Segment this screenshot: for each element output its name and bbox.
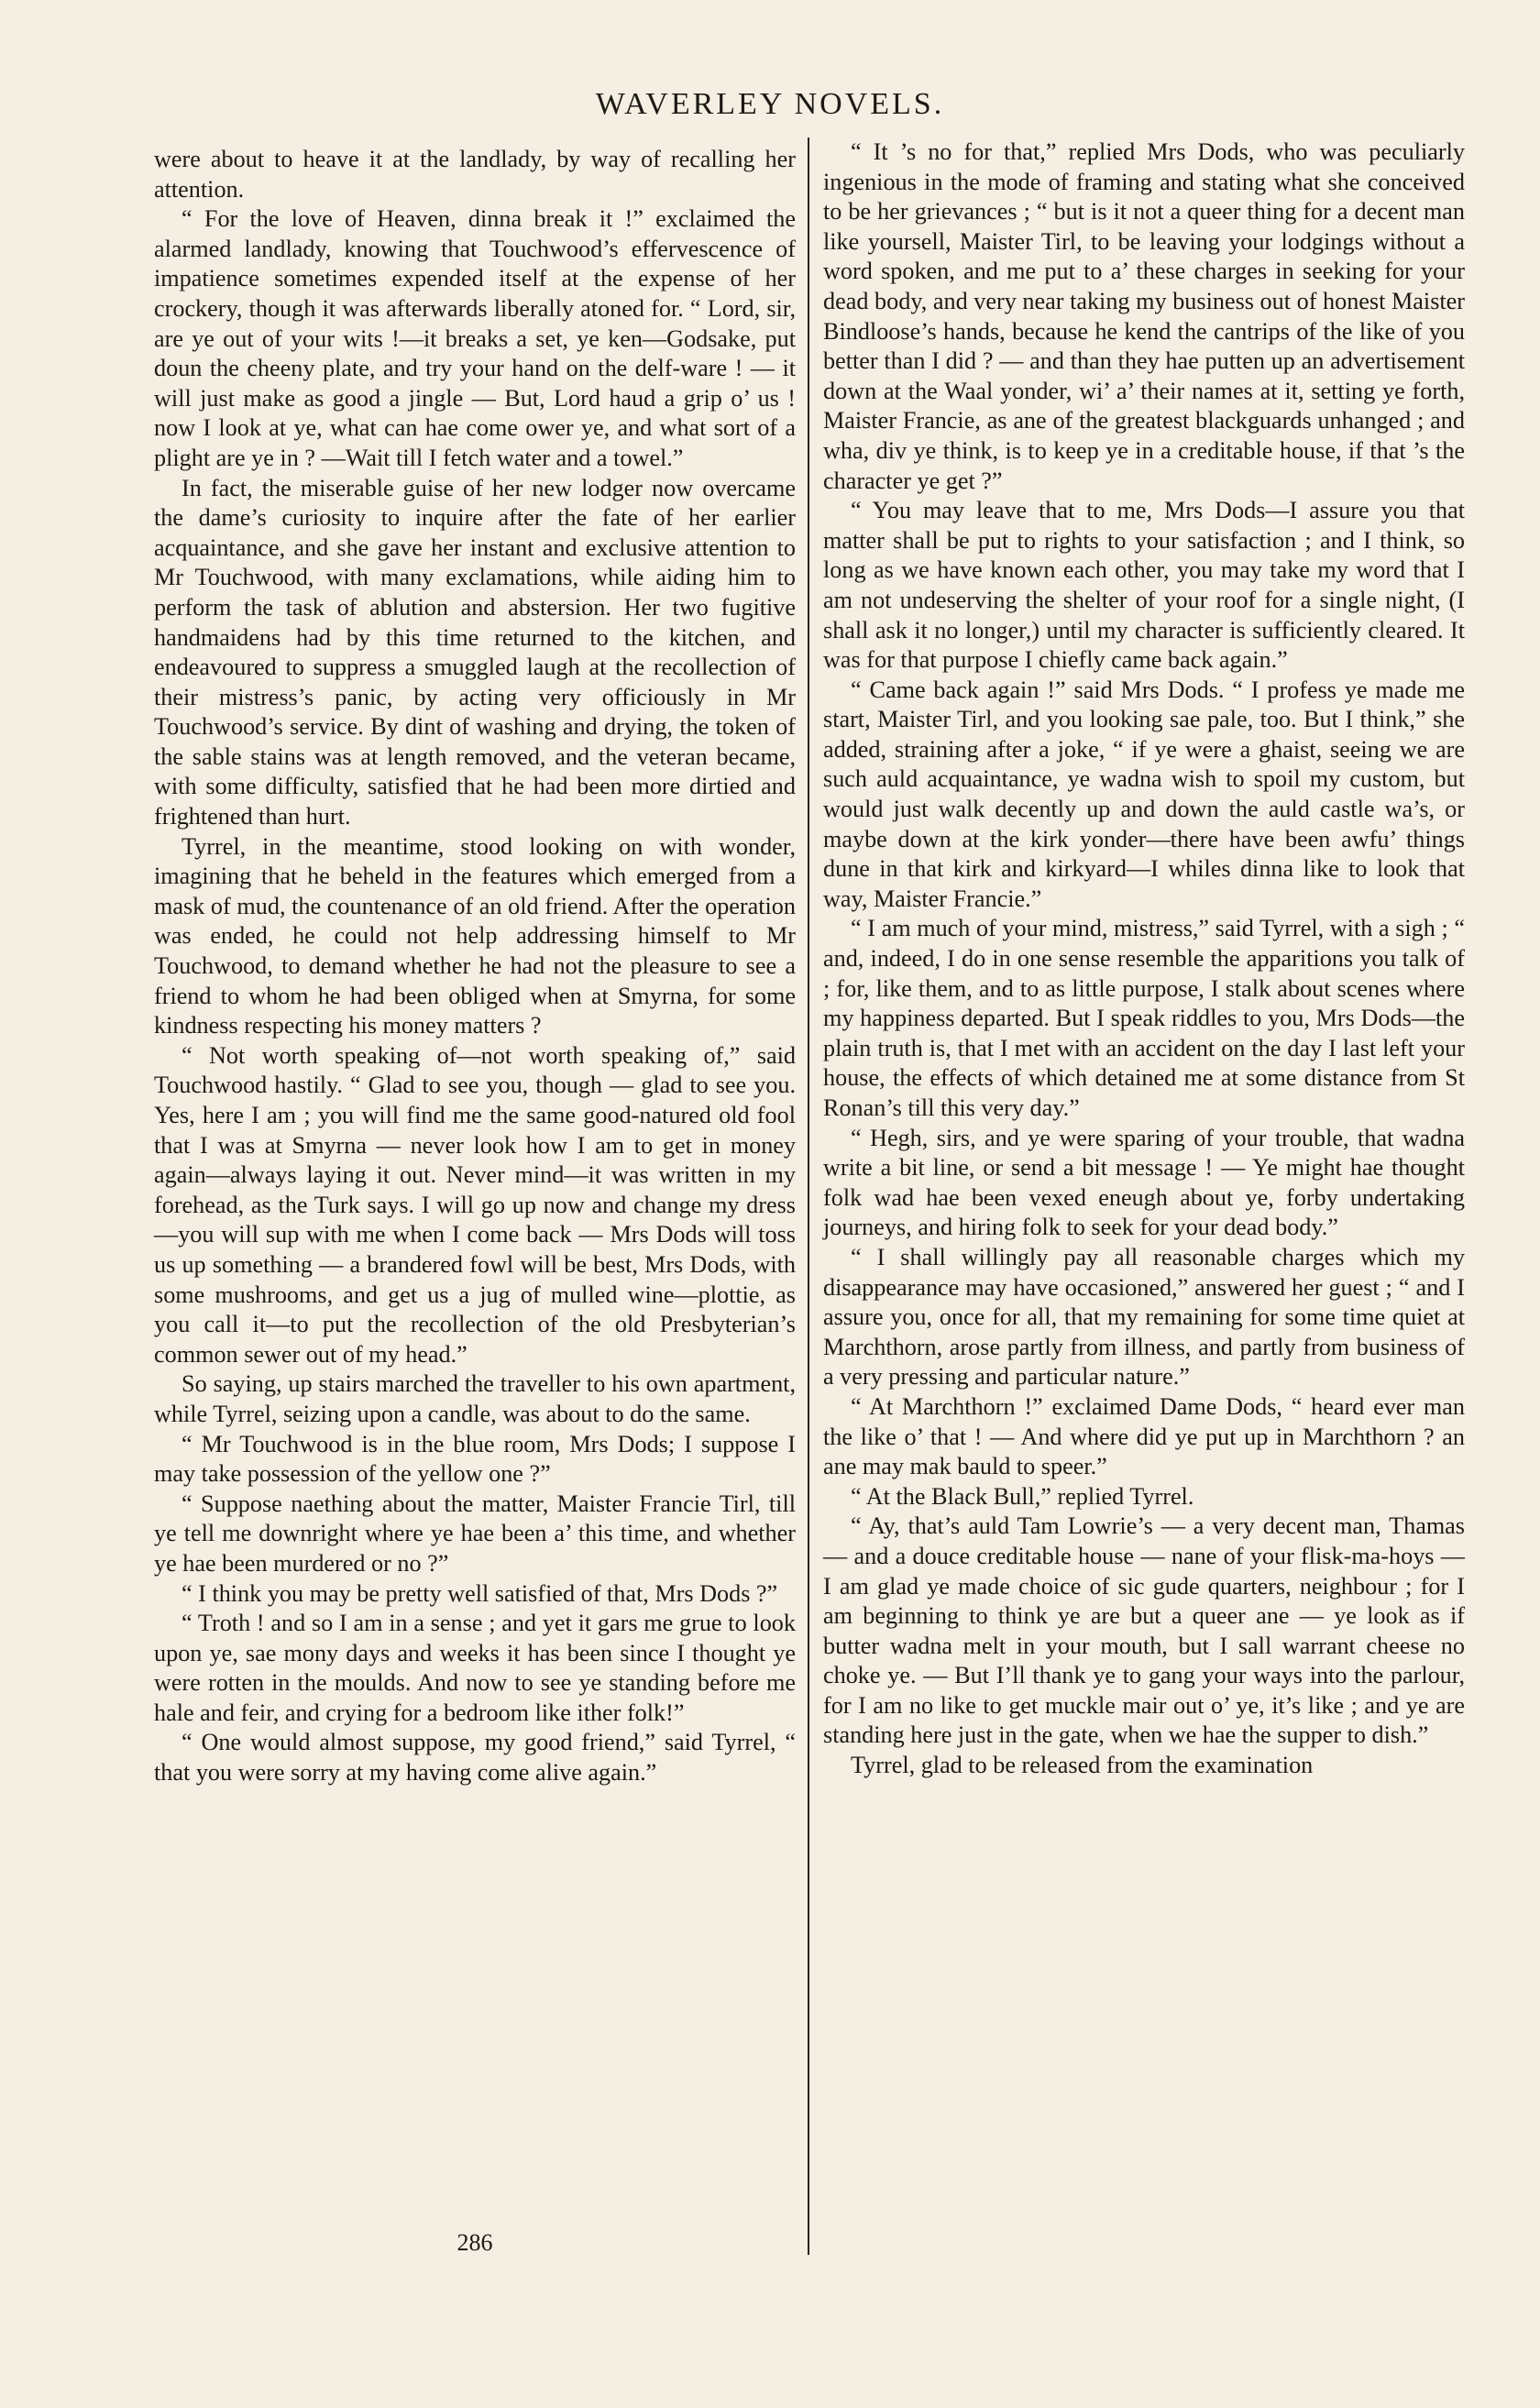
paragraph: “ I shall willingly pay all reasonable charges which my disappearance may have occasioned,” answered her guest ; “ and I assure you, once for all, that my remaining for some time quiet at Marchthorn, arose partly from illness, and partly from business of a very pressing and particular nature.” <box>823 1243 1465 1391</box>
paragraph: In fact, the miserable guise of her new lodger now overcame the dame’s curiosity to inquire after the fate of her earlier acquaintance, and she gave her instant and exclusive attention to Mr Touchwood, with many exclamations, while aiding him to perform the task of ablution and abstersion. Her two fugitive handmaidens had by this time returned to the kitchen, and endeavoured to suppress a smuggled laugh at the recollection of their mistress’s panic, by acting very officiously in Mr Touchwood’s service. By dint of washing and drying, the token of the sable stains was at length removed, and the veteran became, with some difficulty, satisfied that he had been more dirtied and frightened than hurt. <box>154 474 796 830</box>
paragraph: “ Suppose naething about the matter, Maister Francie Tirl, till ye tell me downright where ye hae been a’ this time, and whether ye hae been murdered or no ?” <box>154 1490 796 1577</box>
paragraph: “ I am much of your mind, mistress,” said Tyrrel, with a sigh ; “ and, indeed, I do in one sense resemble the apparitions you talk of ; for, like them, and to as little purpose, I stalk about scenes where my happiness departed. But I speak riddles to you, Mrs Dods—the plain truth is, that I met with an accident on the day I last left your house, the effects of which detained me at some distance from St Ronan’s till this very day.” <box>823 915 1465 1121</box>
paragraph: “ Not worth speaking of—not worth speaking of,” said Touchwood hastily. “ Glad to see you, though — glad to see you. Yes, here I am ; you will find me the same good-natured old fool that I was at Smyrna — never look how I am to get in money again—always laying it out. Never mind—it was written in my forehead, as the Turk says. I will go up now and change my dress—you will sup with me when I come back — Mrs Dods will toss us up something — a brandered fowl will be best, Mrs Dods, with some mushrooms, and get us a jug of mulled wine—plottie, as you call it—to put the recollection of the old Presbyterian’s common sewer out of my head.” <box>154 1041 796 1368</box>
paragraph: “ Mr Touchwood is in the blue room, Mrs Dods; I suppose I may take possession of the yellow one ?” <box>154 1430 796 1488</box>
left-column <box>154 145 796 1788</box>
paragraph: “ One would almost suppose, my good friend,” said Tyrrel, “ that you were sorry at my having come alive again.” <box>154 1729 796 1787</box>
running-header: WAVERLEY NOVELS. <box>595 87 945 121</box>
paragraph: Tyrrel, in the meantime, stood looking on with wonder, imagining that he beheld in the features which emerged from a mask of mud, the countenance of an old friend. After the operation was ended, he could not help addressing himself to Mr Touchwood, to demand whether he had not the pleasure to see a friend to whom he had been obliged when at Smyrna, for some kindness respecting his money matters ? <box>154 832 796 1039</box>
paragraph: “ You may leave that to me, Mrs Dods—I assure you that matter shall be put to rights to your satisfaction ; and I think, so long as we have known each other, you may take my word that I am not undeserving the shelter of your roof for a single night, (I shall ask it no longer,) until my character is sufficiently cleared. It was for that purpose I chiefly came back again.” <box>823 497 1465 674</box>
paragraph: “ Ay, that’s auld Tam Lowrie’s — a very decent man, Thamas — and a douce creditable house — nane of your flisk-ma-hoys — I am glad ye made choice of sic gude quarters, neighbour ; for I am beginning to think ye are but a queer ane — ye look as if butter wadna melt in your mouth, but I sall warrant cheese no choke ye. — But I’ll thank ye to gang your ways into the parlour, for I am no like to get muckle mair out o’ ye, it’s like ; and ye are standing here just in the gate, when we hae the supper to dish.” <box>823 1512 1465 1749</box>
column-divider <box>808 137 809 2255</box>
paragraph: Tyrrel, glad to be released from the examination <box>851 1752 1314 1779</box>
paragraph: “ At the Black Bull,” replied Tyrrel. <box>851 1482 1194 1510</box>
paragraph: So saying, up stairs marched the traveller to his own apartment, while Tyrrel, seizing upon a candle, was about to do the same. <box>154 1370 796 1427</box>
paragraph: “ Hegh, sirs, and ye were sparing of your trouble, that wadna write a bit line, or send a bit message ! — Ye might hae thought folk wad hae been vexed eneugh about ye, forby undertaking journeys, and hiring folk to seek for your dead body.” <box>823 1124 1465 1241</box>
page-number: 286 <box>456 2229 493 2256</box>
paragraph: “ Troth ! and so I am in a sense ; and yet it gars me grue to look upon ye, sae mony days and weeks it has been since I thought ye were rotten in the moulds. And now to see ye standing before me hale and feir, and crying for a bedroom like ither folk!” <box>154 1610 796 1726</box>
paragraph: “ It ’s no for that,” replied Mrs Dods, who was peculiarly ingenious in the mode of framing and stating what she conceived to be her grievances ; “ but is it not a queer thing for a decent man like yoursell, Maister Tirl, to be leaving your lodgings without a word spoken, and me put to a’ these charges in seeking for your dead body, and very near taking my business out of honest Maister Bindloose’s hands, because he kend the cantrips of the like of you better than I did ? — and than they hae putten up an advertisement down at the Waal yonder, wi’ a’ their names at it, setting ye forth, Maister Francie, as ane of the greatest blackguards unhanged ; and wha, div ye think, is to keep ye in a creditable house, if that ’s the character ye get ?” <box>823 138 1465 494</box>
paragraph: “ Came back again !” said Mrs Dods. “ I profess ye made me start, Maister Tirl, and you looking sae pale, too. But I think,” she added, straining after a joke, “ if ye were a ghaist, seeing we are such auld acquaintance, ye wadna wish to spoil my custom, but would just walk decently up and down the auld castle wa’s, or maybe down at the kirk yonder—there have been awfu’ things dune in that kirk and kirkyard—I whiles dinna like to look that way, Maister Francie.” <box>823 676 1465 912</box>
paragraph: “ At Marchthorn !” exclaimed Dame Dods, “ heard ever man the like o’ that ! — And where did ye put up in Marchthorn ? an ane may mak bauld to speer.” <box>823 1392 1465 1480</box>
paragraph: “ For the love of Heaven, dinna break it !” exclaimed the alarmed landlady, knowing that Touchwood’s effervescence of impatience sometimes expended itself at the expense of her crockery, though it was afterwards liberally atoned for. “ Lord, sir, are ye out of your wits !—it breaks a set, ye ken—Godsake, put doun the cheeny plate, and try your hand on the delf-ware ! — it will just make as good a jingle — But, Lord haud a grip o’ us ! now I look at ye, what can hae come ower ye, and what sort of a plight are ye in ? —Wait till I fetch water and a towel.” <box>154 205 796 471</box>
paragraph: were about to heave it at the landlady, by way of recalling her attention. <box>154 146 796 203</box>
right-column <box>823 137 1465 1781</box>
paragraph: “ I think you may be pretty well satisfied of that, Mrs Dods ?” <box>182 1579 778 1607</box>
